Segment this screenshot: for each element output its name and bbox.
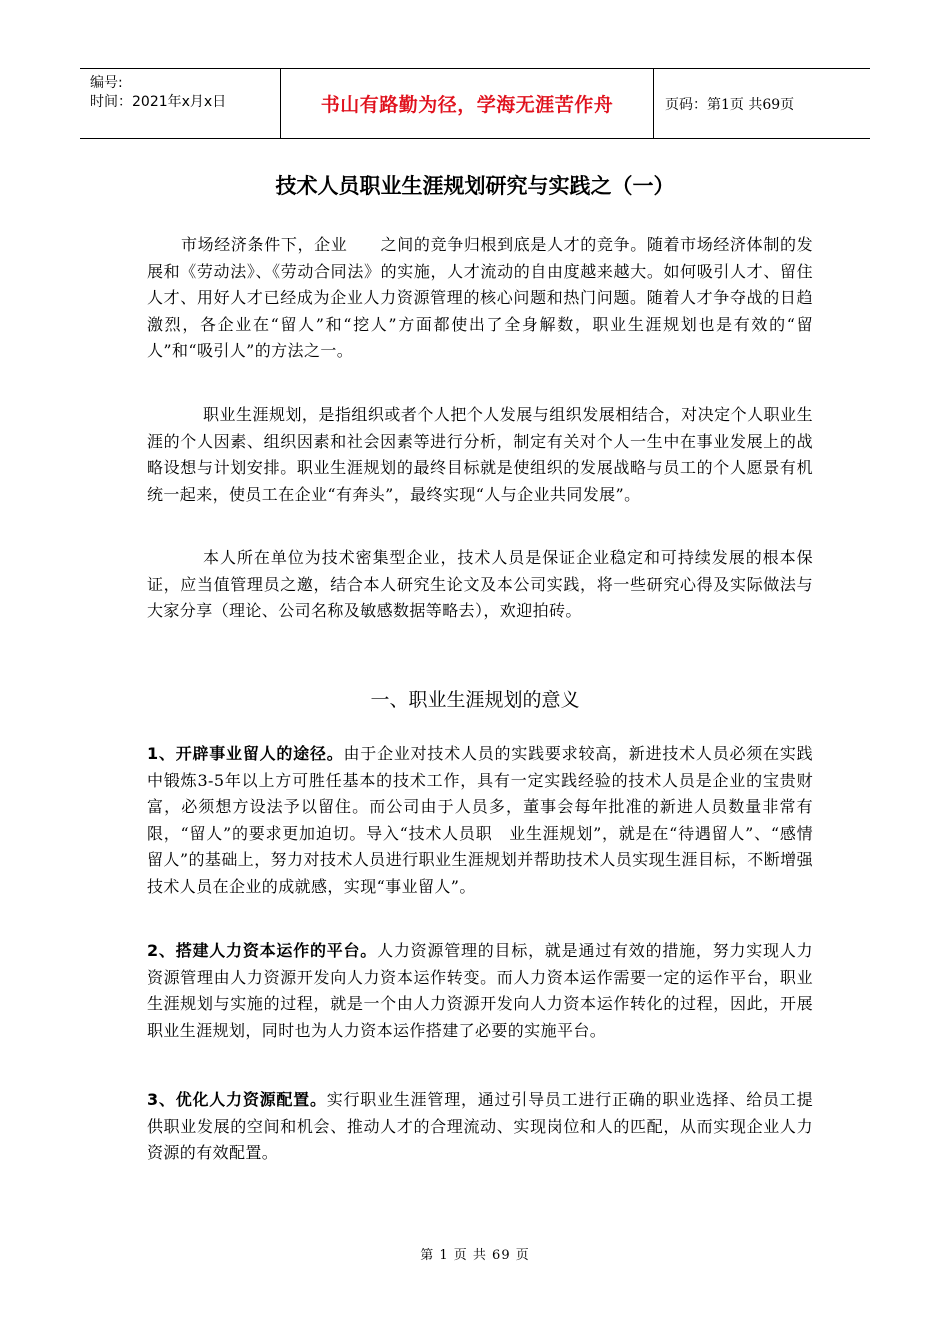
document-header <box>80 68 870 139</box>
intro-paragraph-2: 职业生涯规划，是指组织或者个人把个人发展与组织发展相结合，对决定个人职业生涯的个人因素、组织因素和社会因素等进行分析，制定有关对个人一生中在事业发展上的战略设想与计划安排。职业生涯规划的最终目标就是使组织的发展战略与员工的个人愿景有机统一起来，使员工在企业“有奔头”，最终实现“人与企业共同发展”。 <box>147 405 813 504</box>
point-lead: 1、开辟事业留人的途径。 <box>147 744 344 763</box>
number-label: 编号: <box>90 75 123 91</box>
intro-paragraph-3: 本人所在单位为技术密集型企业，技术人员是保证企业稳定和可持续发展的根本保证，应当值管理员之邀，结合本人研究生论文及本公司实践，将一些研究心得及实际做法与大家分享（理论、公司名称及敏感数据等略去），欢迎拍砖。 <box>147 548 813 620</box>
point-lead: 2、搭建人力资本运作的平台。 <box>147 941 378 960</box>
page-footer: 第 1 页 共 69 页 <box>420 1248 530 1263</box>
header-meta <box>80 69 280 138</box>
time-label: 时间：2021年x月x日 <box>90 94 227 110</box>
point-paragraph-1 <box>147 741 813 900</box>
point-text: 由于企业对技术人员的实践要求较高，新进技术人员必须在实践中锻炼3-5年以上方可胜任基本的技术工作，具有一定实践经验的技术人员是企业的宝贵财富，必须想方设法予以留住。而公司由于人员多，董事会每年批准的新进人员数量非常有限，“留人”的要求更加迫切。导入“技术人员职 业生涯规划”，就是在“待遇留人”、“感情留人”的基础上，努力对技术人员进行职业生涯规划并帮助技术人员实现生涯目标，不断增强技术人员在企业的成就感，实现“事业留人”。 <box>147 744 814 896</box>
section-heading: 一、职业生涯规划的意义 <box>370 689 580 711</box>
point-paragraph-3 <box>147 1087 813 1167</box>
header-motto: 书山有路勤为径，学海无涯苦作舟 <box>320 94 614 116</box>
intro-paragraph-1: 市场经济条件下，企业 之间的竞争归根到底是人才的竞争。随着市场经济体制的发展和《劳动法》、《劳动合同法》的实施，人才流动的自由度越来越大。如何吸引人才、留住人才、用好人才已经成为企业人力资源管理的核心问题和热门问题。随着人才争夺战的日趋激烈，各企业在“留人”和“挖人”方面都使出了全身解数，职业生涯规划也是有效的“留人”和“吸引人”的方法之一。 <box>147 235 813 360</box>
point-text: 实行职业生涯管理，通过引导员工进行正确的职业选择、给员工提供职业发展的空间和机会、推动人才的合理流动、实现岗位和人的匹配，从而实现企业人力资源的有效配置。 <box>147 1090 813 1162</box>
document-title: 技术人员职业生涯规划研究与实践之（一） <box>275 174 675 198</box>
point-lead: 3、优化人力资源配置。 <box>147 1090 327 1109</box>
header-divider <box>653 69 654 138</box>
header-page-info: 页码：第1页 共69页 <box>665 97 795 113</box>
point-text: 人力资源管理的目标，就是通过有效的措施，努力实现人力资源管理由人力资源开发向人力资本运作转变。而人力资本运作需要一定的运作平台，职业生涯规划与实施的过程，就是一个由人力资源开发向人力资本运作转化的过程，因此，开展职业生涯规划，同时也为人力资本运作搭建了必要的实施平台。 <box>147 941 814 1040</box>
point-paragraph-2 <box>147 938 813 1044</box>
